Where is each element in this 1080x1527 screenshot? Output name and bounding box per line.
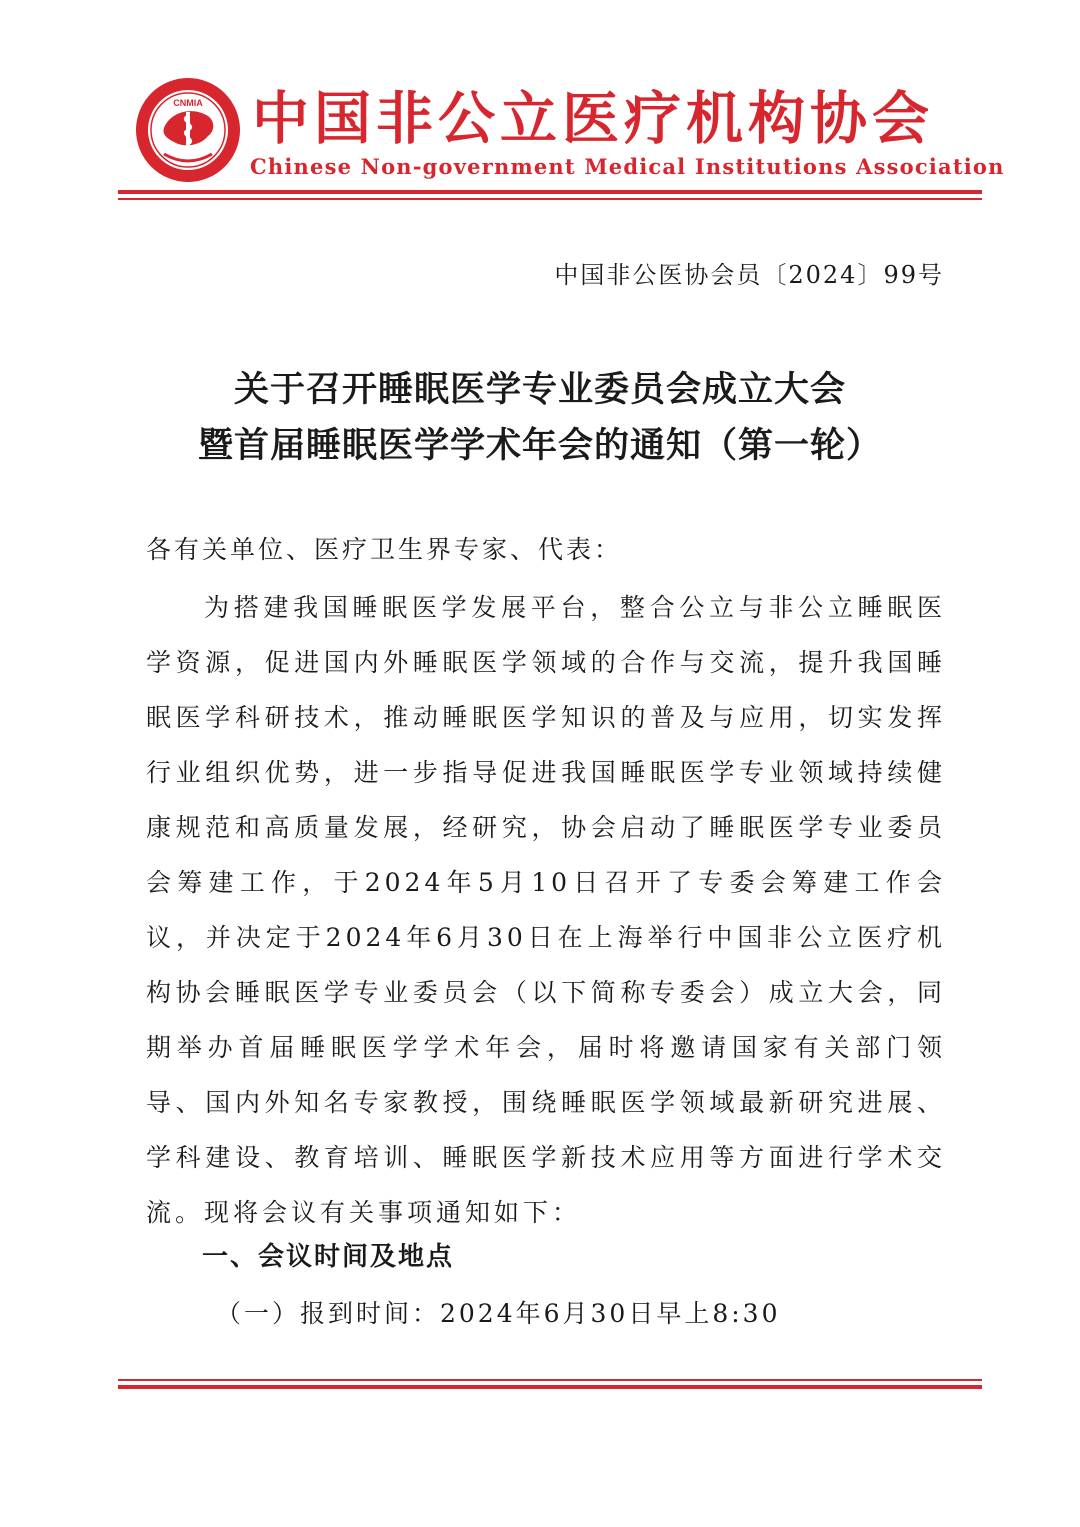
organization-name-chinese: 中国非公立医疗机构协会: [252, 86, 934, 152]
association-seal-logo: [134, 76, 242, 184]
header-divider-thin: [118, 198, 982, 200]
salutation: 各有关单位、医疗卫生界专家、代表：: [146, 535, 623, 564]
footer-divider-thick: [118, 1385, 982, 1389]
document-title-line-1: 关于召开睡眠医学专业委员会成立大会: [233, 370, 846, 410]
document-number: 中国非公医协会员〔2024〕99号: [554, 261, 944, 289]
organization-name-english: Chinese Non-government Medical Institutions Association: [250, 154, 1005, 179]
footer-divider-thin: [118, 1379, 982, 1381]
section-heading-meeting-time-location: 一、会议时间及地点: [202, 1242, 455, 1272]
svg-text:CNMIA: CNMIA: [173, 98, 203, 108]
section-item-registration-time: （一）报到时间：2024年6月30日早上8:30: [216, 1299, 781, 1328]
document-title-line-2: 暨首届睡眠医学学术年会的通知（第一轮）: [197, 426, 882, 466]
body-paragraph: 为搭建我国睡眠医学发展平台，整合公立与非公立睡眠医学资源，促进国内外睡眠医学领域的合作与交流，提升我国睡眠医学科研技术，推动睡眠医学知识的普及与应用，切实发挥行业组织优势，进一步指导促进我国睡眠医学专业领域持续健康规范和高质量发展，经研究，协会启动了睡眠医学专业委员会筹建工作，于2024年5月10日召开了专委会筹建工作会议，并决定于2024年6月30日在上海举行中国非公立医疗机构协会睡眠医学专业委员会（以下简称专委会）成立大会，同期举办首届睡眠医学学术年会，届时将邀请国家有关部门领导、国内外知名专家教授，围绕睡眠医学领域最新研究进展、学科建设、教育培训、睡眠医学新技术应用等方面进行学术交流。现将会议有关事项通知如下：: [146, 593, 946, 1227]
letterhead: [0, 0, 1080, 210]
header-divider-thick: [118, 190, 982, 194]
body-paragraph-container: [146, 580, 946, 1240]
